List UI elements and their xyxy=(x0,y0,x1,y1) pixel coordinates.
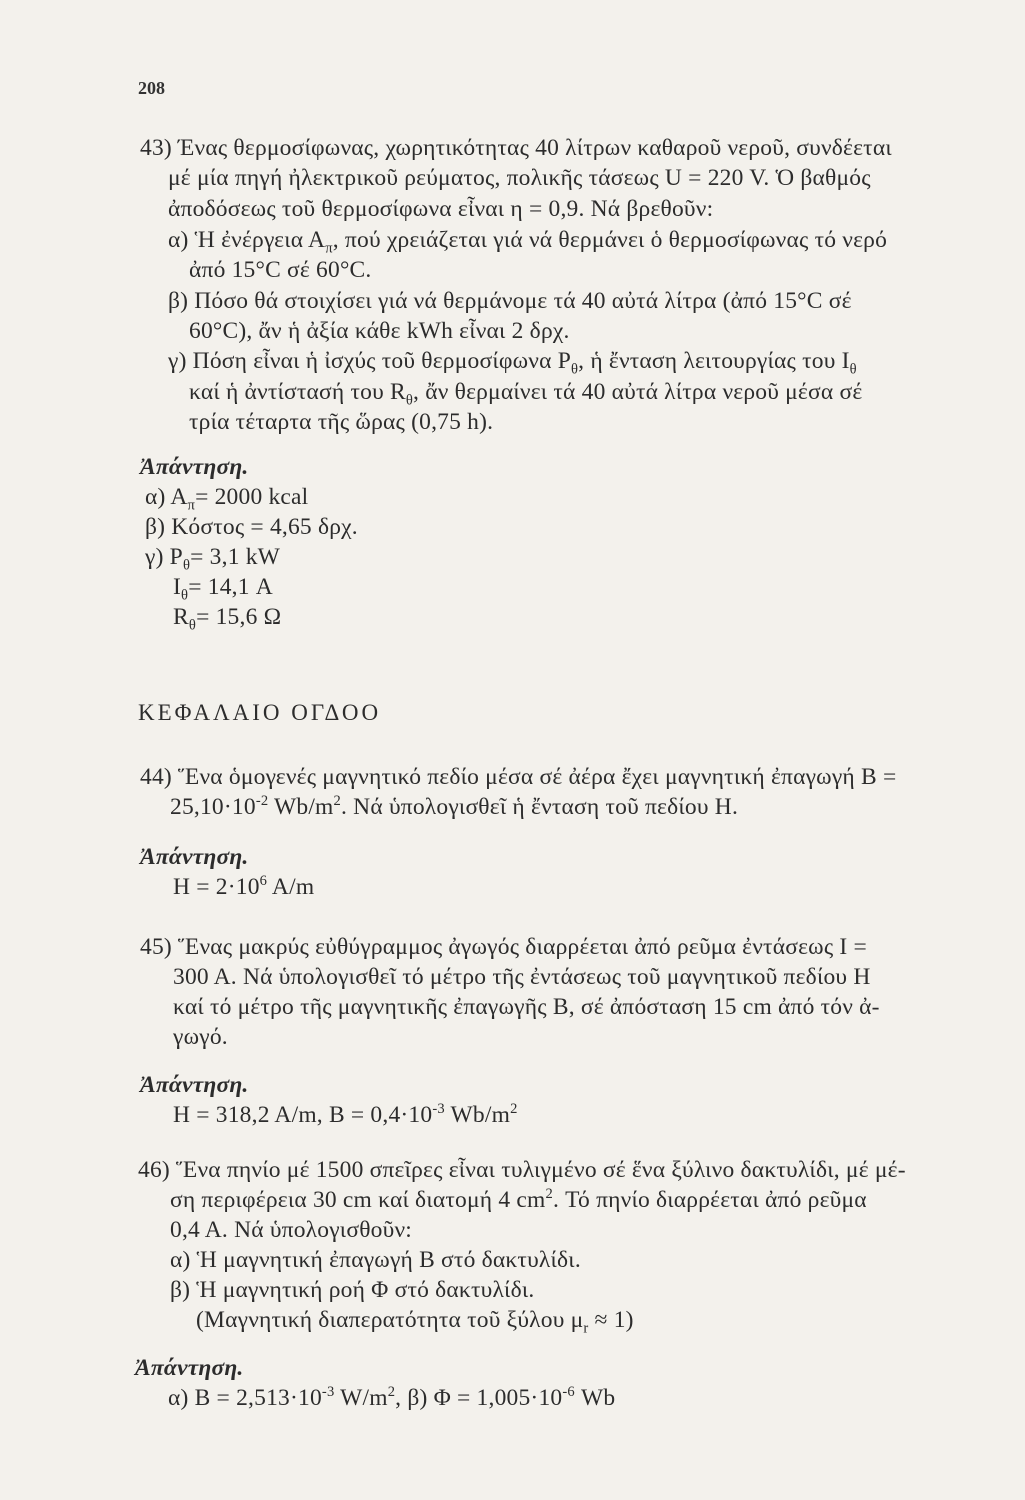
q43-a-text: α) Ἡ ἐνέργεια Α xyxy=(168,227,326,253)
q46-l2-text: ση περιφέρεια 30 cm καί διατομή 4 cm xyxy=(170,1187,546,1213)
q45-ans-sup-1: -3 xyxy=(432,1101,445,1118)
q45-ans-text: H = 318,2 A/m, B = 0,4·10 xyxy=(173,1102,433,1128)
q43-ans-a-text: α) Α xyxy=(145,484,188,510)
q46-part-b: β) Ἡ μαγνητική ροή Φ στό δακτυλίδι. xyxy=(170,1277,535,1303)
q45-ans-unit: Wb/m xyxy=(444,1102,511,1128)
q43-line-3: ἀποδόσεως τοῦ θερμοσίφωνα εἶναι η = 0,9. Νά βρεθοῦν: xyxy=(168,196,714,222)
q43-ans-i-sub: θ xyxy=(181,587,189,604)
q45-ans-sup-2: 2 xyxy=(510,1101,518,1118)
q44-l2-sup-2: 2 xyxy=(333,793,342,810)
q44-answer-title: Ἀπάντηση. xyxy=(140,844,249,870)
q43-ans-c-value: = 3,1 kW xyxy=(190,544,281,570)
q46-ans-sup-1: -3 xyxy=(321,1384,335,1401)
q43-ans-c-sub: θ xyxy=(182,557,191,574)
q44-l2-text-3: . Νά ὑπολογισθεῖ ἡ ἔνταση τοῦ πεδίου H. xyxy=(341,794,739,820)
q46-note-text-2: ≈ 1) xyxy=(588,1307,634,1333)
q43-answer-resistance xyxy=(173,602,281,632)
q46-note-text: (Μαγνητική διαπερατότητα τοῦ ξύλου μ xyxy=(196,1307,584,1333)
q46-answer-title: Ἀπάντηση. xyxy=(135,1355,244,1381)
q45-line-3: καί τό μέτρο τῆς μαγνητικῆς ἐπαγωγῆς B, σέ ἀπόσταση 15 cm ἀπό τόν ἀ- xyxy=(173,994,880,1020)
q45-answer-title: Ἀπάντηση. xyxy=(140,1072,249,1098)
q45-line-4: γωγό. xyxy=(173,1024,228,1050)
q43-part-a-line-1 xyxy=(168,225,887,255)
q44-ans-unit: A/m xyxy=(267,874,315,900)
q43-answer-b: β) Κόστος = 4,65 δρχ. xyxy=(145,514,358,540)
q43-c-text-4: , ἄν θερμαίνει τά 40 αὐτά λίτρα νεροῦ μέσα σέ xyxy=(413,379,863,405)
q46-line-2 xyxy=(170,1185,867,1215)
q43-a-sub: π xyxy=(325,240,333,257)
q45-line-2: 300 A. Νά ὑπολογισθεῖ τό μέτρο τῆς ἐντάσεως τοῦ μαγνητικοῦ πεδίου H xyxy=(173,964,871,990)
q43-part-b-line-2: 60°C), ἄν ἡ ἀξία κάθε kWh εἶναι 2 δρχ. xyxy=(189,318,570,344)
q44-line-2 xyxy=(170,792,738,822)
q43-c-text-3: καί ἡ ἀντίστασή του R xyxy=(189,379,406,405)
q43-ans-r-sub: θ xyxy=(188,617,197,634)
q43-line-1: 43) Ένας θερμοσίφωνας, χωρητικότητας 40 λίτρων καθαροῦ νεροῦ, συνδέεται xyxy=(140,135,892,161)
q43-a-text-2: , πού χρειάζεται γιά νά θερμάνει ὁ θερμοσίφωνας τό νερό xyxy=(332,227,888,253)
q46-ans-unit-2: Wb xyxy=(574,1385,616,1411)
chapter-heading: ΚΕΦΑΛΑΙΟ ΟΓΔΟΟ xyxy=(138,700,382,725)
q46-part-a: α) Ἡ μαγνητική ἐπαγωγή B στό δακτυλίδι. xyxy=(170,1247,581,1273)
q45-answer xyxy=(173,1100,518,1130)
q46-ans-sup-3: -6 xyxy=(562,1384,575,1401)
q46-note-sub: r xyxy=(583,1320,589,1337)
q43-part-a-line-2: ἀπό 15°C σέ 60°C. xyxy=(189,257,372,283)
q43-ans-r-text: R xyxy=(173,604,189,630)
q43-ans-a-sub: π xyxy=(187,497,196,514)
q46-line-1: 46) Ἕνα πηνίο μέ 1500 σπεῖρες εἶναι τυλιγμένο σέ ἕνα ξύλινο δακτυλίδι, μέ μέ- xyxy=(138,1157,906,1183)
q44-l2-text-2: Wb/m xyxy=(268,794,334,820)
page-number: 208 xyxy=(138,78,165,98)
q43-c-sub-1: θ xyxy=(570,361,579,378)
q44-l2-sup-1: -2 xyxy=(255,793,269,810)
q46-ans-text: α) B = 2,513·10 xyxy=(168,1385,322,1411)
q46-l2-sup: 2 xyxy=(545,1186,553,1203)
q43-part-c-line-2 xyxy=(189,377,862,407)
q43-ans-r-value: = 15,6 Ω xyxy=(196,604,282,630)
q46-note xyxy=(196,1305,634,1335)
q44-line-1: 44) Ἕνα ὁμογενές μαγνητικό πεδίο μέσα σέ ἀέρα ἔχει μαγνητική ἐπαγωγή B = xyxy=(140,764,897,790)
q43-answer-title: Ἀπάντηση. xyxy=(140,454,249,480)
q44-l2-text: 25,10·10 xyxy=(170,794,256,820)
q43-ans-i-text: I xyxy=(173,574,182,600)
q43-line-2: μέ μία πηγή ἠλεκτρικοῦ ρεύματος, πολικῆς τάσεως U = 220 V. Ὁ βαθμός xyxy=(168,165,871,191)
q43-part-c-line-1 xyxy=(168,346,857,376)
q43-c-text-2: , ἡ ἔνταση λειτουργίας του I xyxy=(578,348,850,374)
q46-l2-text-2: . Τό πηνίο διαρρέεται ἀπό ρεῦμα xyxy=(552,1187,867,1213)
q43-ans-c-text: γ) P xyxy=(145,544,183,570)
q43-answer-a xyxy=(145,482,308,512)
q43-c-sub-3: θ xyxy=(405,392,414,409)
q43-ans-i-value: = 14,1 A xyxy=(188,574,273,600)
q43-part-b-line-1: β) Πόσο θά στοιχίσει γιά νά θερμάνομε τά 40 αὐτά λίτρα (ἀπό 15°C σέ xyxy=(168,288,852,314)
q46-ans-text-2: , β) Φ = 1,005·10 xyxy=(395,1385,563,1411)
q44-answer xyxy=(173,872,314,902)
q43-answer-current xyxy=(173,572,273,602)
q44-ans-text: H = 2·10 xyxy=(173,874,260,900)
q43-answer-c xyxy=(145,542,280,572)
q46-ans-unit: W/m xyxy=(334,1385,388,1411)
q43-c-sub-2: θ xyxy=(849,361,857,378)
q43-part-c-line-3: τρία τέταρτα τῆς ὥρας (0,75 h). xyxy=(189,409,494,435)
q45-line-1: 45) Ἕνας μακρύς εὐθύγραμμος ἀγωγός διαρρέεται ἀπό ρεῦμα ἐντάσεως I = xyxy=(140,934,867,960)
q44-ans-sup: 6 xyxy=(259,873,268,890)
q43-c-text: γ) Πόση εἶναι ἡ ἰσχύς τοῦ θερμοσίφωνα P xyxy=(168,348,571,374)
q46-answer xyxy=(168,1383,615,1413)
q46-ans-sup-2: 2 xyxy=(387,1384,396,1401)
q46-line-3: 0,4 A. Νά ὑπολογισθοῦν: xyxy=(170,1217,412,1243)
q43-ans-a-value: = 2000 kcal xyxy=(195,484,309,510)
